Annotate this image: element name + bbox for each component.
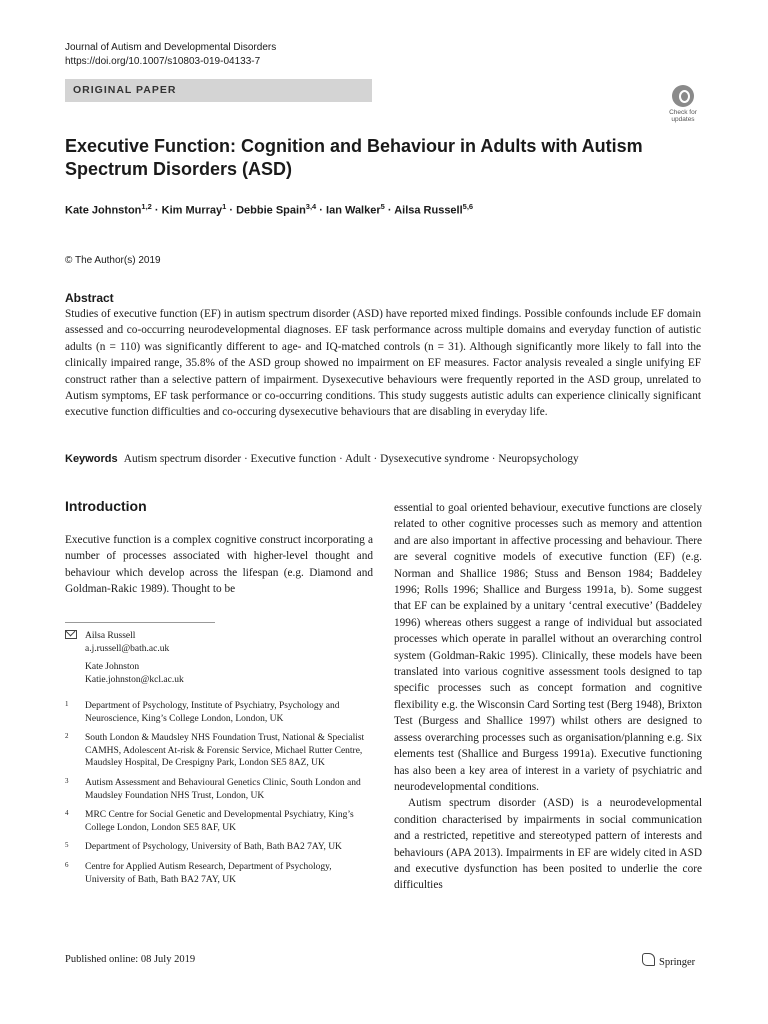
keywords-text: Autism spectrum disorder · Executive function · Adult · Dysexecutive syndrome · Neuropsychology [123,453,579,465]
check-updates-label-2: updates [671,116,695,123]
introduction-heading: Introduction [65,498,147,514]
affiliation-item: 5 Department of Psychology, University of Bath, Bath BA2 7AY, UK [65,841,342,853]
check-for-updates-button[interactable] [665,85,701,123]
article-title: Executive Function: Cognition and Behaviour in Adults with Autism Spectrum Disorders (ASD) [65,136,643,179]
author-name[interactable]: Ailsa Russell [394,204,463,217]
author-affiliation: 5,6 [462,202,474,211]
correspondent-name: Kate Johnston [85,662,140,673]
copyright: © The Author(s) 2019 [65,255,161,266]
check-updates-icon [672,85,694,107]
envelope-icon [65,630,77,639]
author-affiliation: 1 [222,202,227,211]
abstract-heading: Abstract [65,291,114,305]
doi-link[interactable]: https://doi.org/10.1007/s10803-019-04133-7 [65,56,261,67]
article-type: ORIGINAL PAPER [73,84,177,96]
published-date: Published online: 08 July 2019 [65,954,196,965]
affiliations-list [65,700,370,893]
check-updates-label-1: Check for [669,109,697,116]
publisher-name: Springer [659,957,696,968]
author-name[interactable]: Debbie Spain [236,204,306,217]
publisher-logo [642,953,695,968]
author-affiliation: 5 [380,202,385,211]
springer-horse-icon [642,953,655,966]
author-affiliation: 1,2 [141,202,152,211]
footnote-divider [65,622,215,623]
abstract-text: Studies of executive function (EF) in autism spectrum disorder (ASD) have reported mixed findings. Possible confounds include EF domain assessed and co-occurring neurodevelopmental diagnoses. EF task performance across multiple domains and everyday function of autistic adults (n = 110) was significantly different to age- and IQ-matched controls (n = 31). Although significantly more likely to fall into the clinically impaired range, 35.8% of the ASD group showed no impairment on EF measures. Factor analysis revealed a single unifying EF construct rather than a selective pattern of impairment. Dysexecutive behaviours were frequently reported in the ASD group, unrelated to Autism symptoms, EF task performance or co-occurring conditions. This study suggests autistic adults can experience clinically significant executive function difficulties and co-occuring dysexecutive behaviours that are disabling in everyday life. [65,308,701,419]
author-name[interactable]: Kim Murray [161,204,223,217]
author-affiliation: 3,4 [305,202,317,211]
affiliation-item: 3 Autism Assessment and Behavioural Genetics Clinic, South London and Maudsley Foundation NHS Trust, London, UK [65,776,361,801]
affiliation-item: 2 South London & Maudsley NHS Foundation Trust, National & Specialist CAMHS, Adolescent At-risk & Forensic Service, Michael Rutter Centre, Maudsley Hospital, De Crespigny Park, London SE5 8AZ, UK [65,732,365,769]
journal-name: Journal of Autism and Developmental Disorders [65,42,277,53]
introduction-column-2 [394,500,702,894]
author-list: Kate Johnston$^{1,2}$ · Kim Murray$^1$ · Debbie Spain$^{3,4}$ · Ian Walker$^5$ · Ailsa Russell$^{5,6}$ [65,202,474,217]
author-name[interactable]: Kate Johnston [65,204,142,217]
article-type-banner [65,79,372,102]
affiliation-item: 4 MRC Centre for Social Genetic and Developmental Psychiatry, King’s College London, London SE5 8AF, UK [65,809,354,833]
correspondent-email[interactable]: Katie.johnston@kcl.ac.uk [85,674,184,685]
journal-header [65,41,276,69]
correspondent-email[interactable]: a.j.russell@bath.ac.uk [85,643,170,654]
correspondent-name: Ailsa Russell [85,631,136,641]
correspondence-block [65,630,184,686]
introduction-paragraph: Autism spectrum disorder (ASD) is a neurodevelopmental condition characterised by impairments in social communication and a restricted, repetitive and stereotyped pattern of interests and behaviours (APA 2013). Impairments in EF are widely cited in ASD and executive dysfunction has been posited to underlie the core difficulties [394,797,703,892]
affiliation-item: 1 Department of Psychology, Institute of Psychiatry, Psychology and Neuroscience, King’s College London, London, UK [65,700,340,724]
keywords-label: Keywords [65,453,118,465]
introduction-column-1: Executive function is a complex cognitive construct incorporating a number of processes associated with higher-level thought and behaviour which develop across the lifespan (e.g. Diamond and Goldman-Rakic 1989). Thought to be [65,534,373,596]
affiliation-item: 6 Centre for Applied Autism Research, Department of Psychology, University of Bath, Bath BA2 7AY, UK [65,860,332,885]
introduction-paragraph: essential to goal oriented behaviour, executive functions are closely related to other cognitive processes such as memory and attention and are also important in affective processing and behaviour. There are several cognitive models of executive function (EF) (e.g. Norman and Shallice 1986; Stuss and Benson 1984; Baddeley 1996; Rolls 1996; Shallice and Burgess 1991a, b). Some suggest that EF can be explained by a unitary ‘central executive’ (Baddeley 1996) whereas others suggest a range of individual but associated processes which operate in parallel without an overarching control system (Goldman-Rakic 1995). Clinically, these models have been translated into various cognitive assessment tools designed to tap specific processes such as concept formation and cognitive flexibility e.g. the Wisconsin Card Sorting test (Berg 1948), Brixton Test (Burgess and Shallice 1997) whilst others are designed to assess overarching processes such as organisation/planning e.g. Six elements test (Shallice and Burgess 1991a). Executive functioning has also been a key area of interest in a variety of psychiatric and neurodevelopmental conditions. [394,502,702,793]
author-name[interactable]: Ian Walker [326,204,381,217]
keywords [65,453,701,465]
